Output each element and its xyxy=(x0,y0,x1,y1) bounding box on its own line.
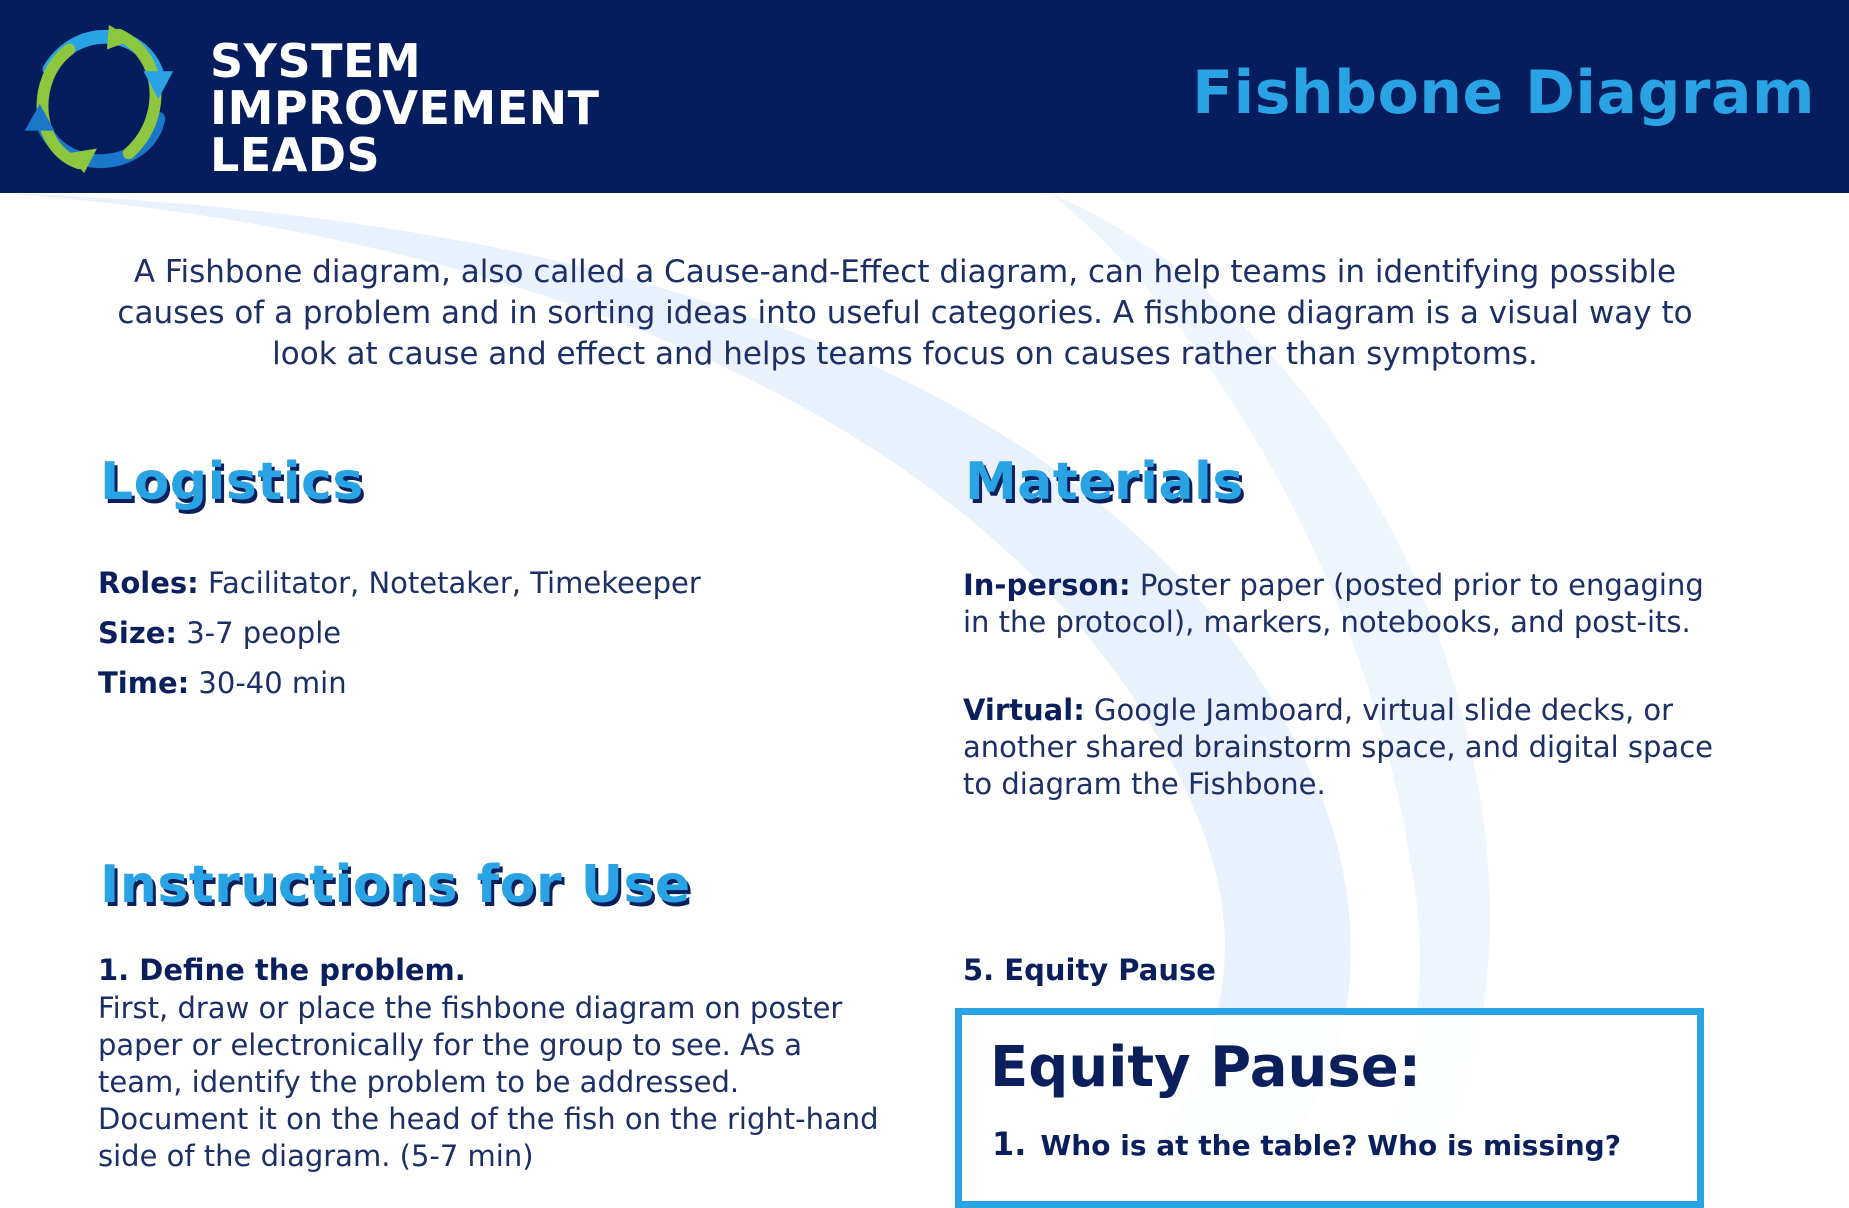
time-line xyxy=(98,665,347,702)
in-person-materials xyxy=(963,567,1723,641)
in-person-label: In-person: xyxy=(963,568,1131,602)
equity-question-1 xyxy=(992,1125,1621,1163)
roles-line xyxy=(98,565,701,602)
roles-label: Roles: xyxy=(98,566,199,600)
step-5-title: 5. Equity Pause xyxy=(963,953,1216,987)
logo-wordmark xyxy=(210,34,600,182)
size-value: 3-7 people xyxy=(176,616,342,650)
logo-line-system: SYSTEM xyxy=(210,34,422,88)
step-1-body: First, draw or place the fishbone diagram on poster paper or electronically for the group to see. As a team, identify the problem to be addressed. Document it on the head of the fish on the right-hand side of the diagram. (5-7 min) xyxy=(98,991,879,1173)
intro-paragraph: A Fishbone diagram, also called a Cause-and-Effect diagram, can help teams in identifying possible causes of a problem and in sorting ideas into useful categories. A fishbone diagram is a visual way to look at cause and effect and helps teams focus on causes rather than symptoms. xyxy=(117,254,1693,372)
circular-arrows-logo-icon xyxy=(10,10,188,188)
equity-question-text: Who is at the table? Who is missing? xyxy=(1040,1129,1621,1162)
equity-pause-box xyxy=(955,1008,1704,1208)
materials-heading: Materials xyxy=(965,452,1244,512)
logo-line-leads: LEADS xyxy=(210,128,381,182)
time-label: Time: xyxy=(98,666,190,700)
in-person-value: Poster paper (posted prior to engaging in the protocol), markers, notebooks, and post-its. xyxy=(963,568,1704,639)
virtual-value: Google Jamboard, virtual slide decks, or another shared brainstorm space, and digital space to diagram the Fishbone. xyxy=(963,693,1713,801)
roles-value: Facilitator, Notetaker, Timekeeper xyxy=(198,566,701,600)
document-title: Fishbone Diagram xyxy=(1192,58,1815,128)
step-1-title: 1. Define the problem. xyxy=(98,953,466,987)
logistics-heading: Logistics xyxy=(100,452,364,512)
size-label: Size: xyxy=(98,616,177,650)
instructions-heading: Instructions for Use xyxy=(100,855,691,915)
page-header xyxy=(0,0,1849,193)
time-value: 30-40 min xyxy=(189,666,347,700)
logo-line-improvement: IMPROVEMENT xyxy=(210,81,600,135)
virtual-label: Virtual: xyxy=(963,693,1085,727)
equity-pause-heading: Equity Pause: xyxy=(990,1035,1422,1100)
virtual-materials xyxy=(963,692,1723,803)
equity-question-number: 1. xyxy=(992,1125,1027,1163)
size-line xyxy=(98,615,341,652)
